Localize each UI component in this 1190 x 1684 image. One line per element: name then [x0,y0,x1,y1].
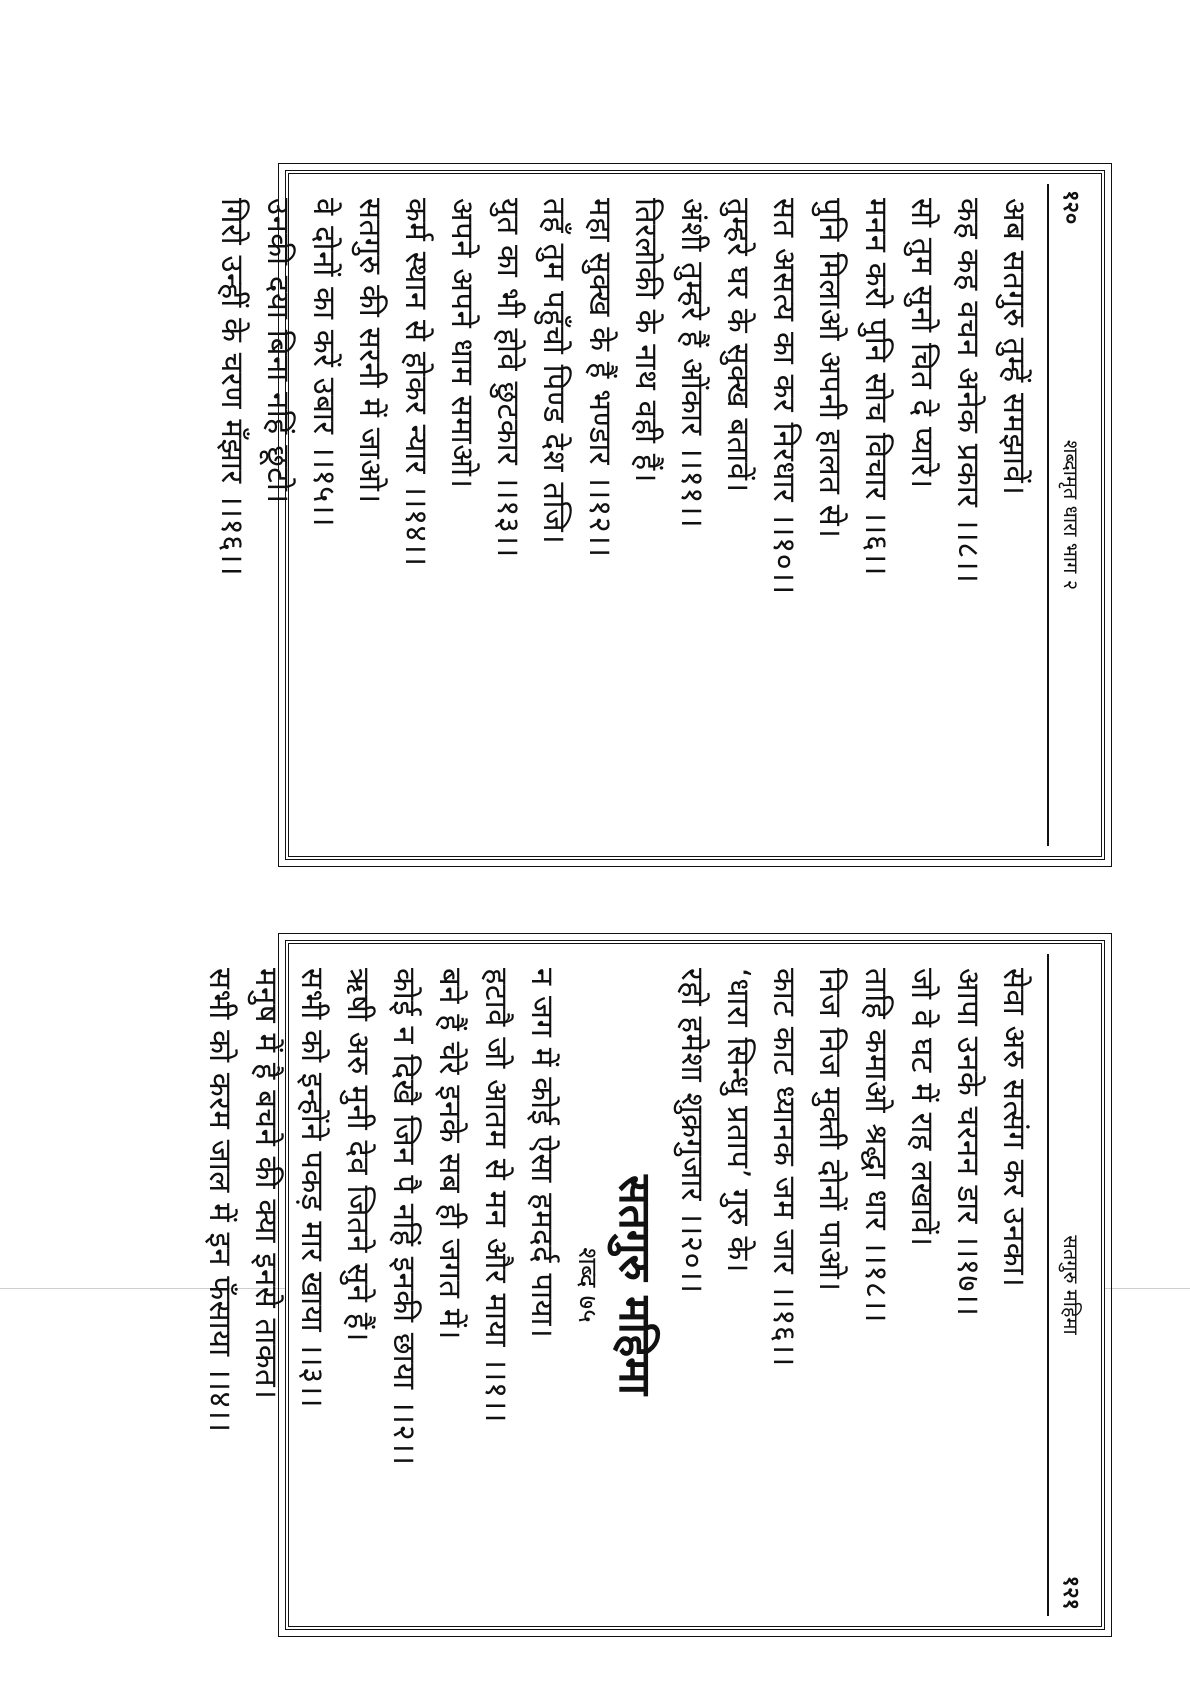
verse-line: मनुष में है बचने की क्या इनसे ताकत। [248,968,284,1400]
verse-line: न जग में कोई ऐसा हमदर्द पाया। [524,968,560,1339]
verse-line: काट काट ध्यानक जम जार ।।१६।। [766,968,802,1367]
verse-line: अब सतगुरु तुम्हें समझावें। [996,198,1032,496]
verse-line: गिरो उन्हीं के चरण मँझार ।।१६।। [214,198,250,577]
verse-line: कर्म स्थान से होकर न्यार ।।१४।। [398,198,434,567]
running-head-title: शब्दामृत धारा भाग २ [1059,439,1083,591]
verse-line: रहो हमेशा शुक्रगुजार ।।२०।। [674,968,710,1294]
verse-line: सत असत्य का कर निरधार ।।१०।। [766,198,802,595]
verse-line: युत का भी होवे छुटकार ।।१३।। [490,198,526,558]
verse-line: निज निज मुक्ती दोनों पाओ। [812,968,848,1292]
verse-line: मनन करो पुनि सोच विचार ।।६।। [858,198,894,577]
verse-line: तुम्हरे घर के सुक्ख बतावें। [720,198,756,493]
verse-line: तिरलोकी के नाथ वही हैं। [628,198,664,483]
section-subheading: शब्द ७५ [572,1247,602,1323]
verse-block [214,198,1037,832]
verse-line: हटावै जो आतम से मन और माया ।।१।। [478,968,514,1424]
book-page-121 [202,940,1105,1630]
verse-line: जो वे घट में राह लखावें। [904,968,940,1247]
page-number: १२१ [1058,1575,1083,1610]
verse-line: ‘धारा सिन्धु प्रताप’ गुरु के। [720,968,756,1274]
verse-line: उनकी दया बिना नहिं छूटो। [260,198,296,504]
verse-line: पुनि मिलाओ अपनी हालत से। [812,198,848,539]
running-head [1047,184,1095,846]
book-page-120 [214,170,1105,860]
section-heading: सतगुरु महिमा [609,1174,660,1395]
verse-line: तहँ तुम पहुँचो पिण्ड देश तजि। [536,198,572,545]
verse-line: बने हैं चेरे इनके सब ही जगत में। [432,968,468,1341]
verse-line: महा सुक्ख के हैं भण्डार ।।१२।। [582,198,618,558]
verse-line: ताहि कमाओ श्रद्धा धार ।।१८।। [858,968,894,1323]
verse-line: कोई न दिखै जिन पै नहिं इनकी छाया ।।२।। [386,968,422,1466]
verse-line: वे दोनों का करें उबार ।।१५।। [306,198,342,528]
verse-line: सो तुम सुनो चित दे प्यारे। [904,198,940,489]
verse-line: आपा उनके चरनन डार ।।१७।। [950,968,986,1317]
running-head [1047,954,1095,1616]
verse-line: सभी को इन्होंने पकड़ मार खाया ।।३।। [294,968,330,1409]
verse-line: कह कह वचन अनेक प्रकार ।।८।। [950,198,986,584]
verse-line: अंशी तुम्हरे हैं ओंकार ।।११।। [674,198,710,529]
page-number: १२० [1058,190,1083,225]
verse-line: ऋषी अरु मुनी देव जितने सुने हैं। [340,968,376,1342]
verse-line: सेवा अरु सत्संग कर उनका। [996,968,1032,1288]
running-head-title: सतगुरु महिमा [1059,1235,1083,1335]
verse-line: सतगुरु की सरनी में जाओ। [352,198,388,504]
verse-block [202,968,1037,1602]
verse-line: सभी को करम जाल में इन फँसाया ।।४।। [202,968,238,1433]
verse-line: अपने अपने धाम समाओ। [444,198,480,489]
